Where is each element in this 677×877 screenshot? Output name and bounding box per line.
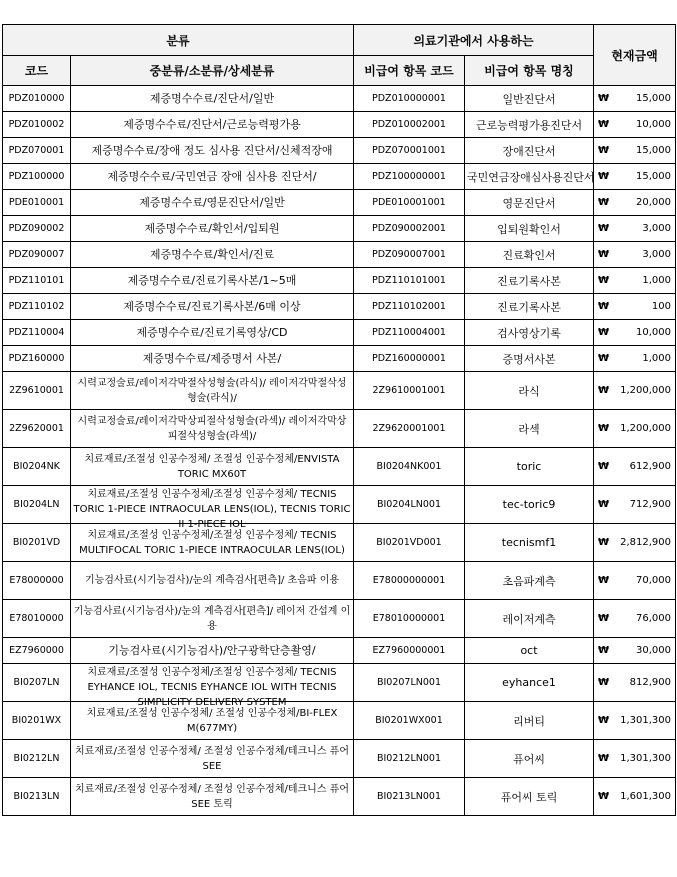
table-row (3, 216, 676, 242)
row-category-text: 제증명수수료/확인서/입퇴원 (144, 221, 280, 235)
table-row (3, 448, 676, 486)
table-body (3, 86, 676, 816)
row-price (594, 112, 676, 138)
row-price-amount: 812,900 (629, 677, 672, 688)
row-item-code: PDZ010000001 (354, 86, 465, 112)
row-price (594, 448, 676, 486)
row-category-text: 제증명수수료/진료기록사본/6매 이상 (123, 299, 301, 313)
table-row (3, 702, 676, 740)
row-category (71, 138, 354, 164)
row-price (594, 294, 676, 320)
currency-symbol: ₩ (598, 385, 610, 396)
row-category-text: 치료재료/조절성 인공수정체/ 조절성 인공수정체/ENVISTA TORIC MX60T (84, 453, 340, 480)
row-price (594, 778, 676, 816)
row-code: PDZ010002 (3, 112, 71, 138)
row-category-text: 제증명수수료/국민연금 장애 심사용 진단서/ (107, 169, 317, 183)
row-price-amount: 1,000 (642, 275, 672, 286)
row-category (71, 778, 354, 816)
row-item-code: PDZ160000001 (354, 346, 465, 372)
table-row (3, 562, 676, 600)
row-item-code: PDZ070001001 (354, 138, 465, 164)
row-code: PDZ110102 (3, 294, 71, 320)
row-item-name: 국민연금장애심사용진단서 (465, 164, 594, 190)
row-item-code: BI0204NK001 (354, 448, 465, 486)
table-row (3, 242, 676, 268)
row-category-text: 제증명수수료/제증명서 사본/ (142, 351, 282, 365)
table-row (3, 524, 676, 562)
row-price-amount: 1,200,000 (620, 385, 672, 396)
table-row (3, 410, 676, 448)
row-price (594, 410, 676, 448)
currency-symbol: ₩ (598, 275, 610, 286)
header-current-amount: 현재금액 (594, 25, 676, 86)
row-category-text: 시력교정술료/레이저각막절삭성형술(라식)/ 레이저각막절삭성형술(라식)/ (77, 377, 347, 404)
row-price-amount: 20,000 (636, 197, 672, 208)
row-category-text: 기능검사료(시기능검사)/안구광학단층촬영/ (108, 643, 316, 657)
row-category (71, 242, 354, 268)
table-row (3, 320, 676, 346)
row-item-name: 입퇴원확인서 (465, 216, 594, 242)
row-code: BI0204LN (3, 486, 71, 524)
currency-symbol: ₩ (598, 353, 610, 364)
header-item-name: 비급여 항목 명칭 (465, 56, 594, 86)
row-price (594, 242, 676, 268)
row-code: BI0207LN (3, 664, 71, 702)
table-header (3, 25, 676, 86)
row-item-code: PDZ090007001 (354, 242, 465, 268)
row-item-code: E78000000001 (354, 562, 465, 600)
row-category (71, 740, 354, 778)
row-category-text: 제증명수수료/진료기록영상/CD (136, 325, 288, 339)
row-price (594, 372, 676, 410)
row-item-code: 2Z9620001001 (354, 410, 465, 448)
row-category-text: 제증명수수료/진단서/근로능력평가용 (123, 117, 301, 131)
row-code: PDE010001 (3, 190, 71, 216)
row-category (71, 294, 354, 320)
row-price (594, 600, 676, 638)
row-code: PDZ090007 (3, 242, 71, 268)
row-category (71, 600, 354, 638)
row-price-amount: 1,301,300 (620, 715, 672, 726)
row-category (71, 86, 354, 112)
row-item-code: BI0212LN001 (354, 740, 465, 778)
row-category (71, 638, 354, 664)
table-row (3, 138, 676, 164)
row-category (71, 410, 354, 448)
currency-symbol: ₩ (598, 645, 610, 656)
row-item-code: PDZ100000001 (354, 164, 465, 190)
row-category (71, 268, 354, 294)
row-item-name: toric (465, 448, 594, 486)
row-item-name: 레이저계측 (465, 600, 594, 638)
row-code: 2Z9610001 (3, 372, 71, 410)
currency-symbol: ₩ (598, 119, 610, 130)
row-category (71, 346, 354, 372)
currency-symbol: ₩ (598, 753, 610, 764)
currency-symbol: ₩ (598, 613, 610, 624)
row-category-text: 치료재료/조절성 인공수정체/조절성 인공수정체/ TECNIS EYHANCE IOL, TECNIS EYHANCE IOL WITH TECNIS SIMPLICITY DELIVERY SYSTEM (87, 666, 337, 708)
row-item-name: 진료기록사본 (465, 294, 594, 320)
row-category-text: 제증명수수료/진단서/일반 (149, 91, 275, 105)
row-price (594, 138, 676, 164)
currency-symbol: ₩ (598, 499, 610, 510)
row-code: BI0204NK (3, 448, 71, 486)
row-code: EZ7960000 (3, 638, 71, 664)
row-category (71, 164, 354, 190)
row-item-code: BI0201VD001 (354, 524, 465, 562)
table-row (3, 86, 676, 112)
row-category-text: 제증명수수료/진료기록사본/1~5매 (127, 273, 297, 287)
row-item-name: 일반진단서 (465, 86, 594, 112)
row-category (71, 216, 354, 242)
row-code: PDZ160000 (3, 346, 71, 372)
row-price (594, 216, 676, 242)
row-category (71, 524, 354, 562)
row-item-code: PDZ110102001 (354, 294, 465, 320)
row-code: PDZ110004 (3, 320, 71, 346)
row-price-amount: 1,301,300 (620, 753, 672, 764)
table-row (3, 600, 676, 638)
row-price (594, 164, 676, 190)
row-item-name: 초음파계측 (465, 562, 594, 600)
row-price (594, 638, 676, 664)
row-item-code: EZ7960000001 (354, 638, 465, 664)
row-price-amount: 2,812,900 (620, 537, 672, 548)
row-item-code: PDZ110004001 (354, 320, 465, 346)
row-item-name: oct (465, 638, 594, 664)
currency-symbol: ₩ (598, 677, 610, 688)
currency-symbol: ₩ (598, 197, 610, 208)
row-price-amount: 76,000 (636, 613, 672, 624)
row-category (71, 190, 354, 216)
row-code: E78010000 (3, 600, 71, 638)
row-item-code: E78010000001 (354, 600, 465, 638)
row-item-name: 퓨어씨 (465, 740, 594, 778)
table-row (3, 664, 676, 702)
currency-symbol: ₩ (598, 93, 610, 104)
row-category (71, 562, 354, 600)
row-price (594, 702, 676, 740)
row-item-name: 진료확인서 (465, 242, 594, 268)
row-category-text: 제증명수수료/확인서/진료 (149, 247, 275, 261)
row-price-amount: 15,000 (636, 145, 672, 156)
row-category-text: 기능검사료(시기능검사)/눈의 계측검사[편측]/ 레이저 간섭계 이용 (73, 605, 351, 632)
row-category-text: 치료재료/조절성 인공수정체/ 조절성 인공수정체/테크니스 퓨어SEE 토릭 (75, 783, 349, 810)
currency-symbol: ₩ (598, 223, 610, 234)
row-item-name: 리버티 (465, 702, 594, 740)
row-category-text: 치료재료/조절성 인공수정체/조절성 인공수정체/ TECNIS TORIC 1-PIECE INTRAOCULAR LENS(IOL), TECNIS TORIC II 1-PIECE IOL (73, 488, 351, 530)
currency-symbol: ₩ (598, 145, 610, 156)
row-item-code: PDE010001001 (354, 190, 465, 216)
row-item-name: 장애진단서 (465, 138, 594, 164)
row-price-amount: 712,900 (629, 499, 672, 510)
row-code: 2Z9620001 (3, 410, 71, 448)
table-row (3, 294, 676, 320)
header-category: 중분류/소분류/상세분류 (71, 56, 354, 86)
row-code: BI0212LN (3, 740, 71, 778)
row-category (71, 448, 354, 486)
currency-symbol: ₩ (598, 715, 610, 726)
row-item-code: PDZ110101001 (354, 268, 465, 294)
currency-symbol: ₩ (598, 171, 610, 182)
header-classification: 분류 (3, 25, 354, 56)
row-price-amount: 10,000 (636, 327, 672, 338)
row-price-amount: 30,000 (636, 645, 672, 656)
row-item-name: 증명서사본 (465, 346, 594, 372)
currency-symbol: ₩ (598, 423, 610, 434)
row-price-amount: 3,000 (642, 223, 672, 234)
row-item-code: PDZ010002001 (354, 112, 465, 138)
row-price (594, 346, 676, 372)
row-item-code: BI0207LN001 (354, 664, 465, 702)
table-row (3, 164, 676, 190)
fee-table (2, 24, 676, 816)
row-price-amount: 3,000 (642, 249, 672, 260)
table-row (3, 190, 676, 216)
row-price (594, 320, 676, 346)
table-row (3, 112, 676, 138)
header-code: 코드 (3, 56, 71, 86)
row-price (594, 664, 676, 702)
row-price (594, 268, 676, 294)
row-category (71, 702, 354, 740)
row-price-amount: 10,000 (636, 119, 672, 130)
row-price-amount: 15,000 (636, 171, 672, 182)
row-item-name: 영문진단서 (465, 190, 594, 216)
row-item-name: 라섹 (465, 410, 594, 448)
row-category-text: 치료재료/조절성 인공수정체/ 조절성 인공수정체/BI-FLEX M(677MY) (86, 707, 338, 734)
row-item-name: 검사영상기록 (465, 320, 594, 346)
row-category (71, 664, 354, 708)
row-item-code: BI0204LN001 (354, 486, 465, 524)
header-item-code: 비급여 항목 코드 (354, 56, 465, 86)
row-code: PDZ110101 (3, 268, 71, 294)
currency-symbol: ₩ (598, 301, 610, 312)
row-code: PDZ100000 (3, 164, 71, 190)
row-price (594, 562, 676, 600)
header-row-1 (3, 25, 676, 56)
row-item-code: 2Z9610001001 (354, 372, 465, 410)
row-price (594, 740, 676, 778)
table-row (3, 778, 676, 816)
row-category (71, 486, 354, 530)
row-price-amount: 612,900 (629, 461, 672, 472)
row-item-name: 라식 (465, 372, 594, 410)
row-category-text: 시력교정술료/레이저각막상피절삭성형술(라섹)/ 레이저각막상피절삭성형술(라섹)/ (77, 415, 347, 442)
table-row (3, 346, 676, 372)
currency-symbol: ₩ (598, 327, 610, 338)
row-price-amount: 15,000 (636, 93, 672, 104)
row-item-name: 근로능력평가용진단서 (465, 112, 594, 138)
row-item-name: eyhance1 (465, 664, 594, 702)
row-price (594, 190, 676, 216)
table-row (3, 638, 676, 664)
row-code: E78000000 (3, 562, 71, 600)
row-category (71, 372, 354, 410)
table-row (3, 486, 676, 524)
header-medical-use: 의료기관에서 사용하는 (354, 25, 594, 56)
row-code: PDZ070001 (3, 138, 71, 164)
row-category (71, 320, 354, 346)
table-row (3, 740, 676, 778)
row-code: BI0201VD (3, 524, 71, 562)
row-price-amount: 1,000 (642, 353, 672, 364)
row-category-text: 기능검사료(시기능검사)/눈의 계측검사[편측]/ 초음파 이용 (84, 575, 340, 586)
row-code: BI0201WX (3, 702, 71, 740)
currency-symbol: ₩ (598, 249, 610, 260)
row-price-amount: 1,601,300 (620, 791, 672, 802)
header-row-2 (3, 56, 676, 86)
currency-symbol: ₩ (598, 461, 610, 472)
table-row (3, 372, 676, 410)
row-price-amount: 70,000 (636, 575, 672, 586)
row-price-amount: 100 (651, 301, 672, 312)
row-price (594, 86, 676, 112)
currency-symbol: ₩ (598, 791, 610, 802)
currency-symbol: ₩ (598, 575, 610, 586)
row-code: BI0213LN (3, 778, 71, 816)
row-item-name: tec-toric9 (465, 486, 594, 524)
row-price (594, 486, 676, 524)
row-category-text: 제증명수수료/영문진단서/일반 (139, 195, 285, 209)
row-item-name: 퓨어씨 토릭 (465, 778, 594, 816)
row-price-amount: 1,200,000 (620, 423, 672, 434)
row-item-code: BI0201WX001 (354, 702, 465, 740)
row-item-code: BI0213LN001 (354, 778, 465, 816)
row-category (71, 112, 354, 138)
row-code: PDZ090002 (3, 216, 71, 242)
row-code: PDZ010000 (3, 86, 71, 112)
row-item-code: PDZ090002001 (354, 216, 465, 242)
row-category-text: 치료재료/조절성 인공수정체/조절성 인공수정체/ TECNIS MULTIFOCAL TORIC 1-PIECE INTRAOCULAR LENS(IOL) (79, 529, 345, 556)
row-category-text: 제증명수수료/장애 정도 심사용 진단서/신체적장애 (91, 143, 333, 157)
row-item-name: tecnismf1 (465, 524, 594, 562)
table-row (3, 268, 676, 294)
row-price (594, 524, 676, 562)
currency-symbol: ₩ (598, 537, 610, 548)
row-category-text: 치료재료/조절성 인공수정체/ 조절성 인공수정체/테크니스 퓨어SEE (75, 745, 349, 772)
row-item-name: 진료기록사본 (465, 268, 594, 294)
